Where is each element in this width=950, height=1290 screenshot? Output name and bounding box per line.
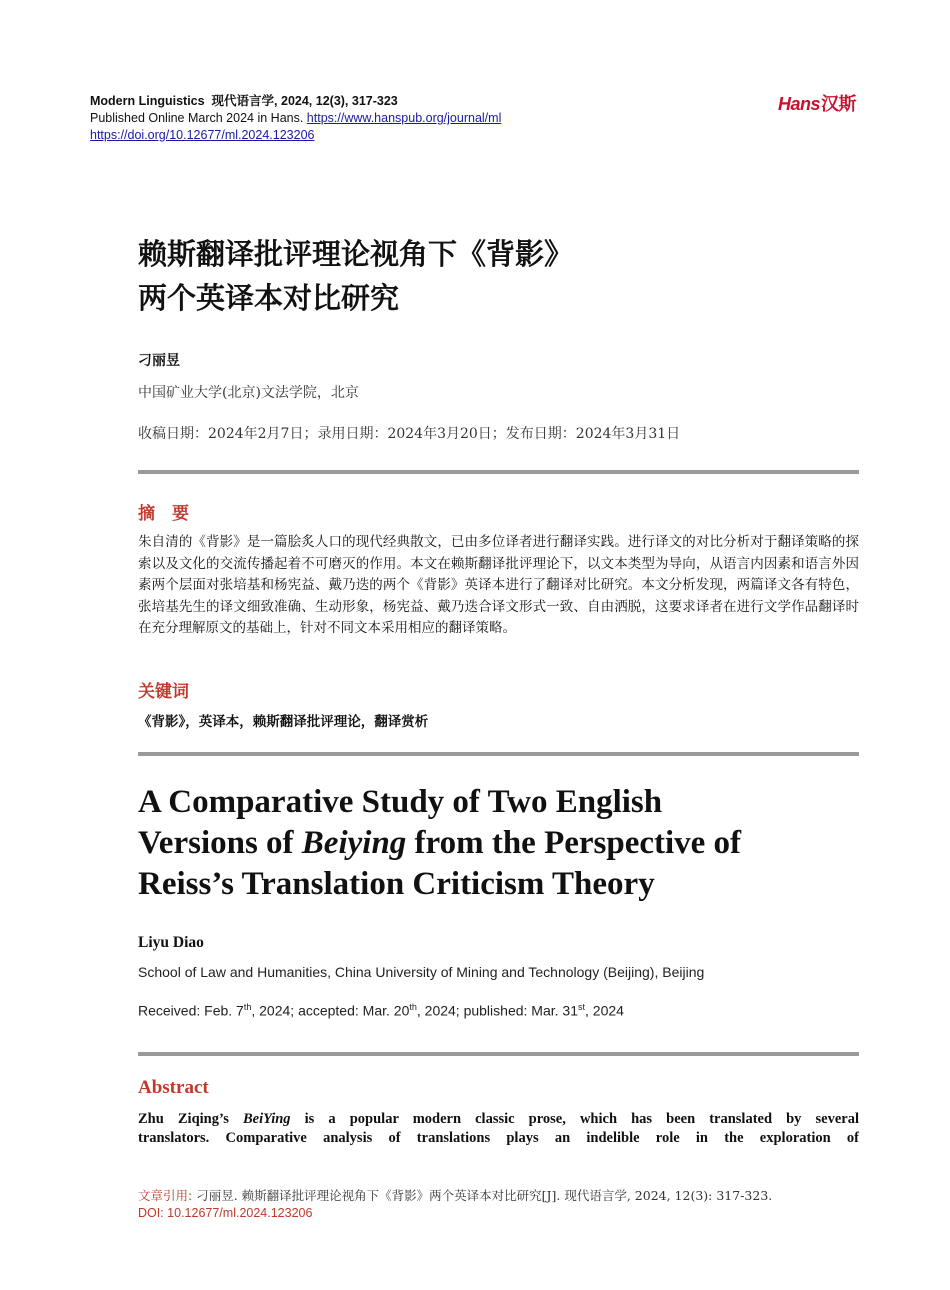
journal-header [90,93,501,144]
en-title-line2: Versions of Beiying from the Perspective of [138,825,742,861]
cn-affiliation: 中国矿业大学(北京)文法学院，北京 [138,385,359,401]
citation-doi: DOI: 10.12677/ml.2024.123206 [138,1206,313,1220]
cn-keywords: 《背影》，英译本，赖斯翻译批评理论，翻译赏析 [138,714,429,730]
en-author: Liyu Diao [138,934,204,951]
divider [138,470,859,474]
en-title-italic: Beiying [301,825,407,861]
doi-url-link[interactable]: https://doi.org/10.12677/ml.2024.123206 [90,128,315,142]
journal-cn-info: 现代语言学, 2024, 12(3), 317-323 [211,94,398,108]
hans-logo [778,90,856,116]
cn-abstract: 朱自清的《背影》是一篇脍炙人口的现代经典散文，已由多位译者进行翻译实践。进行译文的对比分析对于翻译策略的探索以及文化的交流传播起着不可磨灭的作用。本文在赖斯翻译批评理论下，以文本类型为导向，从语言内因素和语言外因素两个层面对张培基和杨宪益、戴乃迭的两个《背影》英译本进行了翻译对比研究。本文分析发现，两篇译文各有特色，张培基先生的译文细致准确、生动形象，杨宪益、戴乃迭合译文形式一致、自由洒脱，这要求译者在进行文学作品翻译时在充分理解原文的基础上，针对不同文本采用相应的翻译策略。 [138,534,859,636]
en-dates: Received: Feb. 7th, 2024; accepted: Mar. 20th, 2024; published: Mar. 31st, 2024 [138,1002,624,1019]
cn-dates: 收稿日期：2024年2月7日；录用日期：2024年3月20日；发布日期：2024年3月31日 [138,426,681,442]
logo-en: Hans [777,94,820,114]
cn-keywords-heading: 关键词 [138,682,189,702]
en-title-line1: A Comparative Study of Two English [138,784,663,820]
en-title-line3: Reiss’s Translation Criticism Theory [138,866,655,902]
published-text: Published Online March 2024 in Hans. [90,111,307,125]
citation [138,1186,772,1205]
journal-url-link[interactable]: https://www.hanspub.org/journal/ml [306,111,502,125]
divider [138,1052,859,1056]
en-title [138,782,868,905]
divider [138,752,859,756]
cn-title-line1: 赖斯翻译批评理论视角下《背影》 [138,237,574,271]
en-abstract-heading: Abstract [138,1077,209,1098]
citation-label: 文章引用: [138,1188,193,1203]
en-affiliation: School of Law and Humanities, China University of Mining and Technology (Beijing), Beijing [138,964,705,980]
logo-cn: 汉斯 [821,94,856,114]
cn-author: 刁丽昱 [138,353,180,369]
cn-title-line2: 两个英译本对比研究 [138,281,400,315]
citation-text: 刁丽昱. 赖斯翻译批评理论视角下《背影》两个英译本对比研究[J]. 现代语言学, 2024, 12(3): 317-323. [192,1188,773,1203]
journal-name: Modern Linguistics [90,94,205,108]
en-abstract: Zhu Ziqing’s BeiYing is a popular modern classic prose, which has been translated by several translators. Comparative analysis of translations plays an indelible role in the exploration of [138,1111,859,1146]
cn-title [138,232,573,320]
cn-abstract-heading: 摘 要 [138,504,189,524]
